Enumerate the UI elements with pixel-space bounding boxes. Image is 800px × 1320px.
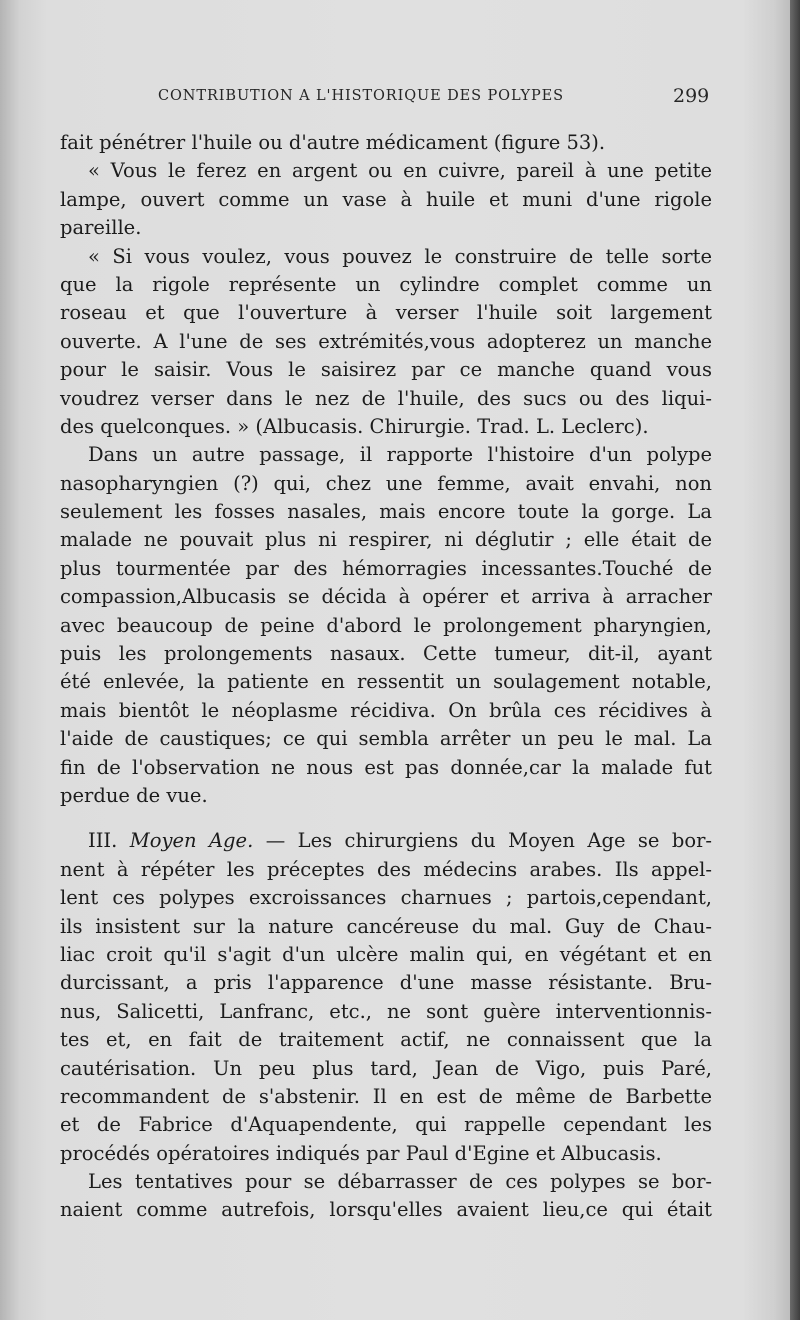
running-header (0, 86, 790, 112)
text-line: cautérisation. Un peu plus tard, Jean de Vigo, puis Paré, (60, 1056, 712, 1080)
paragraph (0, 1168, 790, 1225)
text-line: fait pénétrer l'huile ou d'autre médicament (figure 53). (60, 131, 606, 154)
text-line: durcissant, a pris l'apparence d'une masse résistante. Bru- (60, 971, 712, 995)
text-line: voudrez verser dans le nez de l'huile, des sucs ou des liqui- (60, 386, 712, 410)
text-line: « Vous le ferez en argent ou en cuivre, pareil à une petite (88, 159, 712, 183)
text-line: pareille. (60, 216, 142, 240)
text-line: liac croit qu'il s'agit d'un ulcère malin qui, en végétant et en (60, 942, 712, 966)
paragraph (0, 441, 790, 810)
text-line: perdue de vue. (60, 783, 208, 807)
text-line: procédés opératoires indiqués par Paul d'Egine et Albucasis. (60, 1141, 662, 1165)
paragraph (0, 129, 790, 157)
text-line: malade ne pouvait plus ni respirer, ni déglutir ; elle était de (60, 528, 712, 552)
text-line: puis les prolongements nasaux. Cette tumeur, dit-il, ayant (60, 642, 712, 666)
text-line: pour le saisir. Vous le saisirez par ce manche quand vous (60, 358, 712, 382)
text-line: mais bientôt le néoplasme récidiva. On brûla ces récidives à (60, 698, 712, 722)
section-numeral: III. (88, 829, 118, 853)
page-number: 299 (673, 85, 710, 107)
text-line: tes et, en fait de traitement actif, ne connaissent que la (60, 1028, 712, 1052)
text-line: fin de l'observation ne nous est pas donnée,car la malade fut (60, 755, 712, 779)
text-line: Les tentatives pour se débarrasser de ces polypes se bor- (88, 1170, 712, 1194)
text-line: lampe, ouvert comme un vase à huile et muni d'une rigole (60, 187, 712, 211)
section-heading-rest: — Les chirurgiens du Moyen Age se bor- (265, 829, 713, 853)
body-text (0, 129, 790, 1225)
text-line: avec beaucoup de peine d'abord le prolongement pharyngien, (60, 613, 712, 637)
section-moyen-age (0, 827, 790, 1168)
section-gap (0, 810, 790, 827)
text-line: nasopharyngien (?) qui, chez une femme, avait envahi, non (60, 471, 712, 495)
section-heading-line (88, 827, 712, 855)
text-line: et de Fabrice d'Aquapendente, qui rappelle cependant les (60, 1113, 712, 1137)
text-line: été enlevée, la patiente en ressentit un soulagement notable, (60, 670, 712, 694)
text-line: des quelconques. » (Albucasis. Chirurgie. Trad. L. Leclerc). (60, 414, 649, 438)
text-line: seulement les fosses nasales, mais encore toute la gorge. La (60, 500, 712, 524)
text-line: ils insistent sur la nature cancéreuse du mal. Guy de Chau- (60, 914, 712, 938)
text-line: Dans un autre passage, il rapporte l'histoire d'un polype (88, 443, 712, 467)
section-heading: Moyen Age. (129, 829, 254, 853)
paragraph (0, 157, 790, 242)
text-line: naient comme autrefois, lorsqu'elles avaient lieu,ce qui était (60, 1198, 712, 1222)
text-line: « Si vous voulez, vous pouvez le construire de telle sorte (88, 244, 712, 268)
text-line: compassion,Albucasis se décida à opérer et arriva à arracher (60, 585, 712, 609)
text-line: recommandent de s'abstenir. Il en est de même de Barbette (60, 1084, 712, 1108)
text-line: lent ces polypes excroissances charnues ; partois,cependant, (60, 886, 712, 910)
text-line: l'aide de caustiques; ce qui sembla arrêter un peu le mal. La (60, 727, 712, 751)
text-line: que la rigole représente un cylindre complet comme un (60, 272, 712, 296)
page-edge-shadow (790, 0, 800, 1320)
paragraph (0, 243, 790, 442)
text-line: roseau et que l'ouverture à verser l'huile soit largement (60, 301, 712, 325)
text-line: nent à répéter les préceptes des médecins arabes. Ils appel- (60, 857, 712, 881)
text-line: nus, Salicetti, Lanfranc, etc., ne sont guère interventionnis- (60, 999, 712, 1023)
text-line: ouverte. A l'une de ses extrémités,vous adopterez un manche (60, 329, 712, 353)
text-line: plus tourmentée par des hémorragies incessantes.Touché de (60, 556, 712, 580)
running-title: CONTRIBUTION A L'HISTORIQUE DES POLYPES (158, 88, 564, 104)
